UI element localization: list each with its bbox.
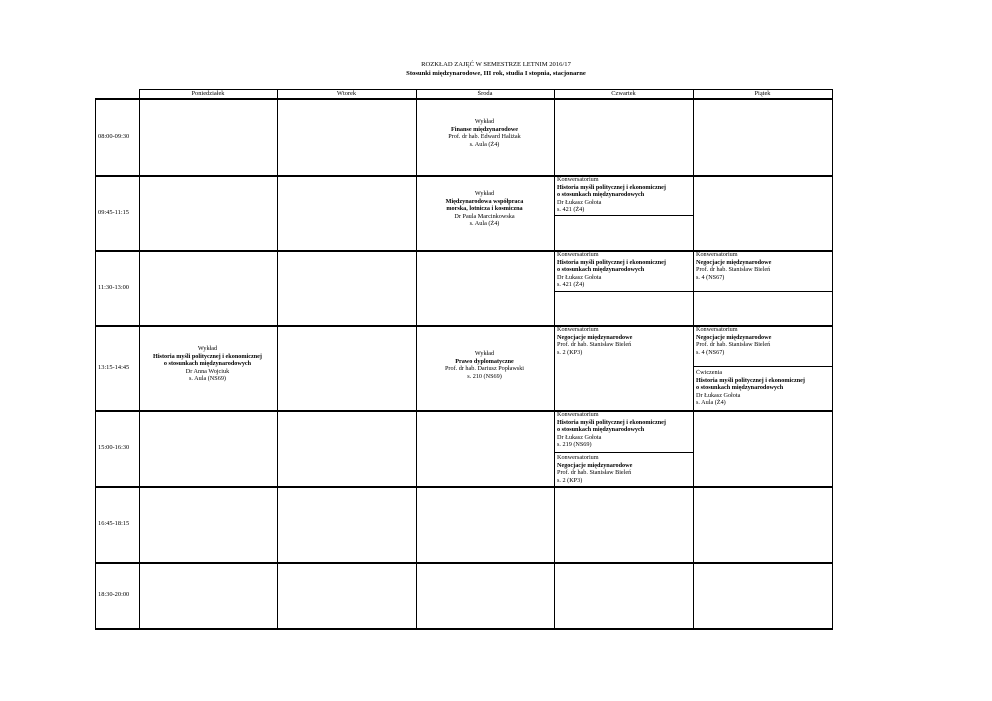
class-room: s. Aula (Ż4): [469, 140, 500, 148]
class-subject: Historia myśli politycznej i ekonomicznej: [153, 352, 262, 360]
class-type: Konwersatorium: [557, 454, 599, 461]
column-border: [693, 89, 694, 630]
class-subject: Negocjacje międzynarodowe: [557, 333, 633, 341]
class-type: Wykład: [474, 350, 495, 357]
class-room: s. Aula (NS69): [189, 375, 226, 382]
class-subject: Negocjacje międzynarodowe: [696, 333, 772, 341]
day-header: Poniedziałek: [191, 90, 225, 97]
class-subject: Prawo dyplomatyczne: [455, 357, 514, 365]
class-block: [555, 251, 693, 289]
class-teacher: Prof. dr hab. Edward Haliżak: [448, 133, 521, 140]
class-type: Konwersatorium: [696, 251, 738, 258]
class-type: Ćwiczenia: [696, 369, 723, 376]
cell-divider: [554, 215, 693, 216]
time-slot-label: 16:45-18:15: [98, 520, 130, 527]
class-teacher: Prof. dr hab. Stanisław Bieleń: [696, 266, 771, 273]
row-border: [95, 175, 833, 177]
class-type: Konwersatorium: [557, 326, 599, 333]
schedule-title: ROZKŁAD ZAJĘĆ W SEMESTRZE LETNIM 2016/17: [421, 61, 571, 68]
class-room: s. 219 (NS69): [557, 441, 592, 448]
class-type: Wykład: [474, 190, 495, 197]
class-subject: o stosunkach międzynarodowych: [696, 384, 784, 391]
class-teacher: Dr Łukasz Gołota: [557, 273, 602, 281]
time-slot-label: 09:45-11:15: [98, 208, 130, 216]
column-border: [277, 89, 278, 630]
class-room: s. 2 (KP3): [557, 348, 583, 356]
class-subject: Negocjacje międzynarodowe: [557, 461, 633, 469]
class-teacher: Dr Łukasz Gołota: [557, 433, 602, 441]
class-room: s. 4 (NS67): [696, 273, 725, 281]
row-border: [95, 562, 833, 564]
time-slot-label: 11:30-13:00: [98, 283, 130, 291]
class-subject: o stosunkach międzynarodowych: [557, 426, 645, 433]
class-subject: Międzynarodowa współpraca: [445, 197, 524, 205]
class-type: Konwersatorium: [696, 326, 738, 333]
class-block: [140, 345, 275, 383]
class-teacher: Prof. dr hab. Stanisław Bieleń: [557, 469, 632, 476]
class-room: s. Aula (Ż4): [469, 220, 500, 227]
class-teacher: Dr Paula Marcinkowska: [454, 212, 515, 220]
class-block: [417, 118, 552, 148]
row-border: [95, 486, 833, 488]
cell-divider: [554, 291, 693, 292]
time-slot-label: 15:00-16:30: [98, 444, 130, 451]
class-subject: morska, lotnicza i kosmiczna: [446, 205, 523, 212]
class-block: [417, 350, 552, 380]
class-teacher: Dr Anna Wojciuk: [185, 367, 230, 375]
column-border: [554, 89, 555, 630]
cell-divider: [554, 452, 693, 453]
class-subject: o stosunkach międzynarodowych: [557, 191, 645, 198]
class-subject: o stosunkach międzynarodowych: [163, 360, 252, 367]
cell-divider: [693, 291, 832, 292]
class-teacher: Prof. dr hab. Stanisław Bieleń: [557, 341, 632, 348]
class-room: s. 210 (NS69): [467, 372, 502, 380]
class-teacher: Dr Łukasz Gołota: [557, 198, 602, 206]
class-block: [555, 454, 693, 484]
class-subject: Historia myśli politycznej i ekonomicznej: [696, 376, 805, 384]
class-type: Konwersatorium: [557, 411, 599, 418]
day-header: Środa: [477, 90, 493, 97]
day-header: Czwartek: [611, 90, 636, 97]
class-subject: Historia myśli politycznej i ekonomicznej: [557, 258, 666, 266]
class-room: s. 2 (KP3): [557, 476, 583, 484]
class-room: s. Aula (Ż4): [696, 399, 726, 406]
class-subject: Negocjacje międzynarodowe: [696, 258, 772, 266]
class-block: [417, 190, 552, 228]
day-header: Wtorek: [336, 90, 357, 97]
class-block: [694, 251, 832, 281]
time-slot-label: 08:00-09:30: [98, 132, 130, 140]
day-header: Piątek: [754, 90, 771, 97]
class-type: Wykład: [197, 345, 218, 352]
class-subject: o stosunkach międzynarodowych: [557, 266, 645, 273]
class-subject: Historia myśli politycznej i ekonomicznej: [557, 183, 666, 191]
class-block: [694, 369, 832, 407]
class-subject: Historia myśli politycznej i ekonomicznej: [557, 418, 666, 426]
class-subject: Finanse międzynarodowe: [450, 125, 519, 133]
class-teacher: Dr Łukasz Gołota: [696, 391, 741, 399]
row-border: [95, 98, 833, 100]
column-border: [832, 89, 833, 630]
class-room: s. 421 (Ż4): [557, 281, 585, 288]
schedule-subtitle: Stosunki międzynarodowe, III rok, studia I stopnia, stacjonarne: [406, 70, 586, 77]
class-teacher: Prof. dr hab. Stanisław Bieleń: [696, 341, 771, 348]
class-block: [555, 176, 693, 214]
time-slot-label: 13:15-14:45: [98, 363, 130, 371]
class-type: Konwersatorium: [557, 251, 599, 258]
class-room: s. 421 (Ż4): [557, 206, 585, 213]
row-border: [95, 628, 833, 630]
class-type: Konwersatorium: [557, 176, 599, 183]
time-slot-label: 18:30-20:00: [98, 591, 130, 598]
class-block: [555, 411, 693, 449]
class-block: [555, 326, 693, 356]
class-teacher: Prof. dr hab. Dariusz Popławski: [444, 365, 525, 372]
row-border: [95, 410, 833, 412]
class-type: Wykład: [474, 118, 495, 125]
cell-divider: [693, 366, 832, 367]
class-block: [694, 326, 832, 356]
class-room: s. 4 (NS67): [696, 348, 725, 356]
